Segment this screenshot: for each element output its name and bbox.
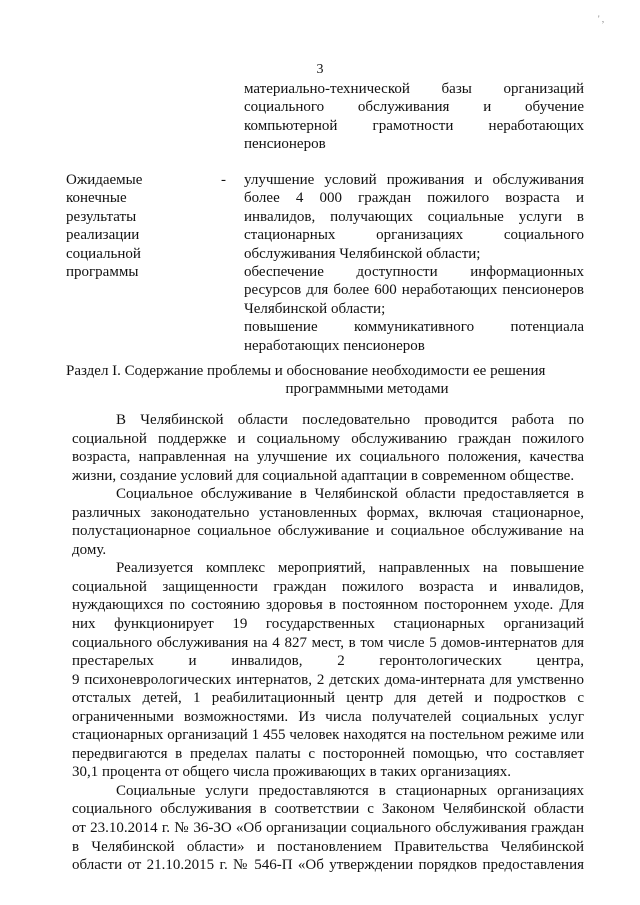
result-line: обслуживания Челябинской области;	[244, 245, 481, 262]
row-dash: -	[221, 172, 226, 188]
body-line: дому.	[72, 541, 107, 558]
result-line: ресурсов для более 600 неработающих пенсионеров	[244, 282, 584, 299]
body-line: возраста, направленная на улучшение их социального положения, качества	[72, 449, 584, 466]
body-line: ограниченными возможностями. Из числа получателей социальных услуг	[72, 708, 584, 725]
body-line: Социальные услуги предоставляются в стационарных организациях	[116, 782, 584, 799]
page-number: 3	[316, 62, 324, 77]
body-text	[72, 411, 584, 875]
body-line: В Челябинской области последовательно проводится работа по	[116, 412, 584, 428]
body-line: в Челябинской области» и постановлением Правительства Челябинской	[72, 838, 584, 855]
label-line: программы	[66, 264, 139, 281]
section-heading-line1: Раздел I. Содержание проблемы и обоснование необходимости ее решения	[66, 363, 546, 379]
label-line: результаты	[66, 208, 137, 225]
body-line: стационарных организаций 1 455 человек находятся на постельном режиме или	[72, 727, 584, 744]
body-line: социальной поддержке и социальному обслуживанию граждан пожилого	[72, 430, 584, 447]
result-line: повышение коммуникативного потенциала	[244, 319, 584, 336]
continuation-line: материально-технической базы организаций	[244, 81, 584, 97]
body-line: социального обслуживания в соответствии с Законом Челябинской области	[72, 801, 584, 818]
body-line: передвигаются в пределах палаты с посторонней помощью, что составляет	[72, 745, 584, 762]
result-line: Челябинской области;	[244, 300, 386, 317]
result-line: улучшение условий проживания и обслуживания	[244, 172, 584, 188]
body-line: социальной защищенности граждан пожилого возраста и инвалидов,	[72, 578, 584, 595]
result-line: обеспечение доступности информационных	[244, 264, 584, 281]
body-line: различных законодательно установленных формах, включая стационарное,	[72, 504, 584, 521]
expected-results-text	[244, 171, 584, 355]
body-line: нуждающихся по состоянию здоровья в постоянном постороннем уходе. Для	[72, 597, 584, 614]
body-line: жизни, создание условий для социальной адаптации в современном обществе.	[72, 467, 575, 484]
label-line: Ожидаемые	[66, 172, 143, 188]
expected-results-label	[66, 171, 216, 281]
body-line: Реализуется комплекс мероприятий, направленных на повышение	[116, 560, 584, 577]
continuation-line: пенсионеров	[244, 136, 326, 153]
body-line: престарелых и инвалидов, 2 геронтологических центра,	[72, 653, 584, 670]
body-line: 9 психоневрологических интернатов, 2 детских дома-интерната для умственно	[72, 671, 584, 688]
continuation-line: социального обслуживания и обучение	[244, 99, 584, 116]
result-line: более 4 000 граждан пожилого возраста и	[244, 190, 584, 207]
label-line: реализации	[66, 227, 140, 244]
result-line: неработающих пенсионеров	[244, 337, 425, 354]
result-line: стационарных организациях социального	[244, 227, 584, 244]
body-line: от 23.10.2014 г. № 36-ЗО «Об организации социального обслуживания граждан	[72, 820, 584, 837]
body-line: социального обслуживания на 4 827 мест, в том числе 5 домов-интернатов для	[72, 634, 584, 651]
scan-corner-mark: ' ,	[598, 14, 605, 24]
result-line: инвалидов, получающих социальные услуги в	[244, 208, 584, 225]
body-line: отсталых детей, 1 реабилитационный центр для детей и подростков с	[72, 690, 584, 707]
section-heading	[66, 362, 584, 399]
body-line: полустационарное социальное обслуживание и социальное обслуживание на	[72, 523, 584, 540]
body-line: 30,1 процента от общего числа проживающих в таких организациях.	[72, 764, 512, 781]
body-line: области от 21.10.2015 г. № 546-П «Об утверждении порядков предоставления	[72, 857, 584, 874]
body-line: них функционирует 19 государственных стационарных организаций	[72, 616, 584, 633]
label-line: конечные	[66, 190, 127, 207]
section-heading-line2: программными методами	[285, 381, 449, 398]
top-continuation-cell	[244, 80, 584, 154]
continuation-line: компьютерной грамотности неработающих	[244, 117, 584, 134]
body-line: Социальное обслуживание в Челябинской области предоставляется в	[116, 486, 584, 503]
label-line: социальной	[66, 245, 141, 262]
